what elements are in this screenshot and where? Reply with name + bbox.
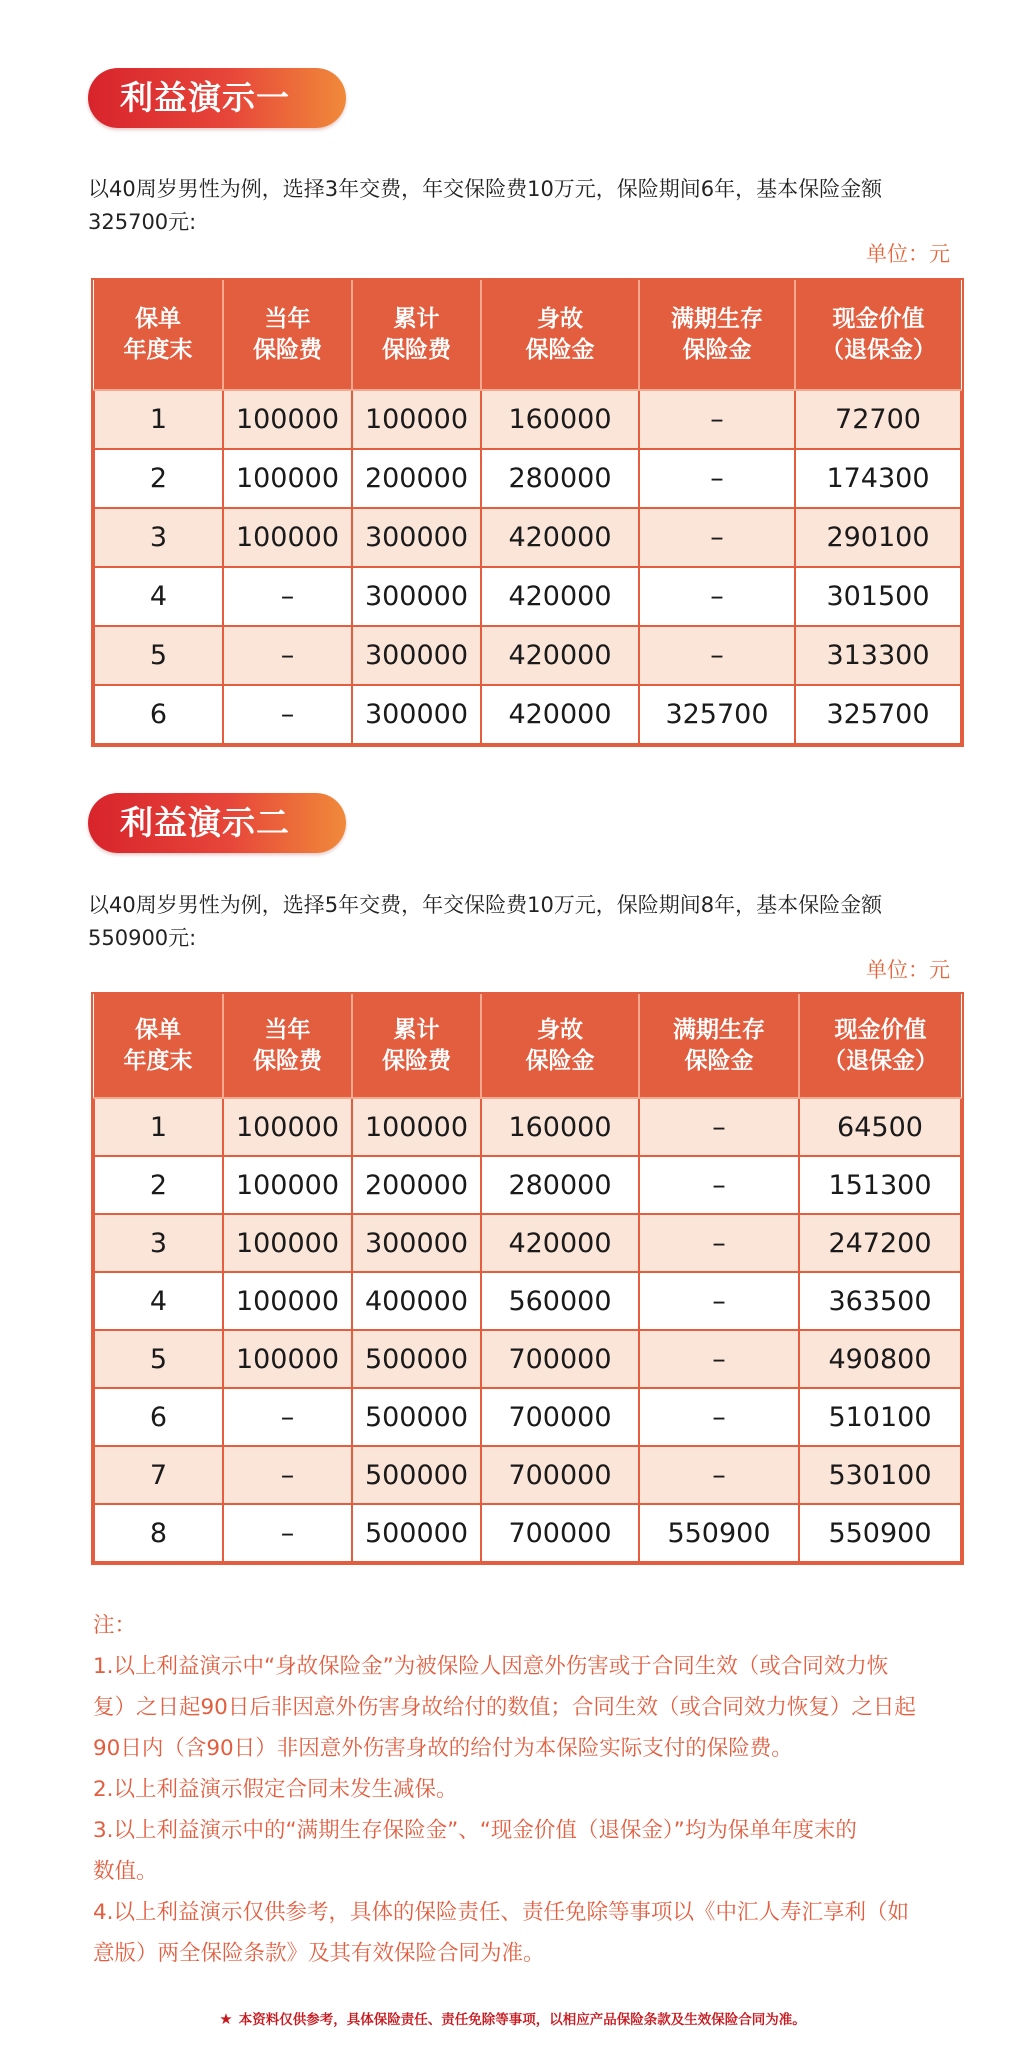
table-cell: 325700 xyxy=(639,685,795,744)
column-header-line: 保险金 xyxy=(684,1047,754,1074)
table-row xyxy=(94,508,961,567)
column-header xyxy=(481,994,639,1098)
table-cell: – xyxy=(223,1446,352,1504)
table-cell: 100000 xyxy=(223,1272,352,1330)
table-cell: – xyxy=(639,1214,799,1272)
table-cell: 325700 xyxy=(795,685,961,744)
table-cell: 420000 xyxy=(481,508,639,567)
section-intro xyxy=(88,889,968,955)
table-row xyxy=(94,1214,961,1272)
table-cell: 100000 xyxy=(223,449,352,508)
column-header-line: 累计 xyxy=(393,1016,440,1043)
notes xyxy=(93,1605,973,1974)
column-header-line: 现金价值 xyxy=(832,305,925,332)
table-cell: – xyxy=(223,1388,352,1446)
table-cell: 6 xyxy=(94,685,223,744)
column-header-line: 满期生存 xyxy=(673,1016,765,1043)
table-cell: 200000 xyxy=(352,449,481,508)
table-row xyxy=(94,390,961,449)
section-title: 利益演示二 xyxy=(120,803,290,842)
table-cell: 160000 xyxy=(481,1098,639,1156)
table-cell: 560000 xyxy=(481,1272,639,1330)
section-title: 利益演示一 xyxy=(120,78,290,117)
column-header xyxy=(639,280,795,390)
column-header xyxy=(223,994,352,1098)
table-cell: – xyxy=(223,567,352,626)
table-cell: 530100 xyxy=(799,1446,961,1504)
table-cell: 700000 xyxy=(481,1388,639,1446)
table-cell: – xyxy=(639,1272,799,1330)
table-cell: 300000 xyxy=(352,567,481,626)
table-cell: 1 xyxy=(94,390,223,449)
table-cell: 290100 xyxy=(795,508,961,567)
table-cell: – xyxy=(639,1156,799,1214)
table-cell: 64500 xyxy=(799,1098,961,1156)
table-cell: 313300 xyxy=(795,626,961,685)
table-cell: 5 xyxy=(94,1330,223,1388)
table-cell: 300000 xyxy=(352,685,481,744)
table-cell: 160000 xyxy=(481,390,639,449)
column-header-line: 保险金 xyxy=(525,336,595,363)
column-header-line: 保单 xyxy=(135,1016,181,1043)
table-row xyxy=(94,1446,961,1504)
column-header-line: 当年 xyxy=(264,1016,311,1043)
table-cell: 500000 xyxy=(352,1504,481,1562)
table-cell: 700000 xyxy=(481,1446,639,1504)
column-header-line: 保险费 xyxy=(382,1047,451,1074)
table-row xyxy=(94,1272,961,1330)
table-cell: – xyxy=(223,1504,352,1562)
table-cell: 363500 xyxy=(799,1272,961,1330)
section-title-pill xyxy=(88,68,346,128)
table-cell: 3 xyxy=(94,1214,223,1272)
table-cell: 72700 xyxy=(795,390,961,449)
table-row xyxy=(94,1098,961,1156)
column-header-line: 保单 xyxy=(135,305,181,332)
column-header-line: 保险费 xyxy=(382,336,451,363)
column-header xyxy=(795,280,961,390)
benefit-table xyxy=(93,994,962,1563)
table-cell: – xyxy=(639,508,795,567)
table-cell: 420000 xyxy=(481,567,639,626)
table-header-row xyxy=(94,280,961,390)
table-cell: 510100 xyxy=(799,1388,961,1446)
column-header-line: 保险金 xyxy=(682,336,752,363)
column-header-line: 身故 xyxy=(537,1016,583,1043)
column-header-line: （退保金） xyxy=(823,1047,938,1074)
column-header xyxy=(94,994,223,1098)
unit-label: 单位：元 xyxy=(866,958,950,982)
note-line: 2.以上利益演示假定合同未发生减保。 xyxy=(93,1777,458,1802)
section-title-pill xyxy=(88,793,346,853)
table-cell: 174300 xyxy=(795,449,961,508)
column-header-line: 累计 xyxy=(393,305,440,332)
column-header xyxy=(223,280,352,390)
table-row xyxy=(94,1330,961,1388)
table-cell: 100000 xyxy=(223,390,352,449)
table-cell: 700000 xyxy=(481,1330,639,1388)
table-cell: 550900 xyxy=(639,1504,799,1562)
column-header-line: 保险费 xyxy=(253,336,322,363)
section-intro xyxy=(88,173,968,239)
table-cell: 300000 xyxy=(352,626,481,685)
table-cell: 301500 xyxy=(795,567,961,626)
intro-line: 325700元: xyxy=(88,210,197,234)
column-header xyxy=(799,994,961,1098)
table-cell: 100000 xyxy=(223,1330,352,1388)
column-header-line: 当年 xyxy=(264,305,311,332)
table-cell: 8 xyxy=(94,1504,223,1562)
note-line: 1.以上利益演示中“身故保险金”为被保险人因意外伤害或于合同生效（或合同效力恢 xyxy=(93,1654,889,1679)
column-header xyxy=(352,994,481,1098)
table-cell: – xyxy=(639,449,795,508)
intro-line: 550900元: xyxy=(88,926,197,950)
notes-heading: 注： xyxy=(93,1613,137,1638)
table-cell: 4 xyxy=(94,1272,223,1330)
table-cell: 400000 xyxy=(352,1272,481,1330)
table-cell: – xyxy=(639,1446,799,1504)
disclaimer-footer xyxy=(0,2008,1025,2028)
table-cell: 1 xyxy=(94,1098,223,1156)
table-cell: 3 xyxy=(94,508,223,567)
table-cell: 200000 xyxy=(352,1156,481,1214)
column-header xyxy=(352,280,481,390)
note-line: 意版）两全保险条款》及其有效保险合同为准。 xyxy=(93,1941,545,1966)
table-row xyxy=(94,626,961,685)
column-header-line: 身故 xyxy=(537,305,583,332)
table-row xyxy=(94,1504,961,1562)
table-cell: 500000 xyxy=(352,1330,481,1388)
table-cell: 500000 xyxy=(352,1446,481,1504)
table-cell: 100000 xyxy=(352,390,481,449)
intro-line: 以40周岁男性为例，选择3年交费，年交保险费10万元，保险期间6年，基本保险金额 xyxy=(88,177,883,201)
table-cell: 5 xyxy=(94,626,223,685)
column-header xyxy=(94,280,223,390)
table-cell: – xyxy=(639,1388,799,1446)
table-cell: 2 xyxy=(94,1156,223,1214)
table-cell: 100000 xyxy=(352,1098,481,1156)
table-cell: 151300 xyxy=(799,1156,961,1214)
column-header xyxy=(481,280,639,390)
table-cell: – xyxy=(639,1098,799,1156)
table-header-row xyxy=(94,994,961,1098)
table-cell: – xyxy=(639,626,795,685)
column-header-line: 现金价值 xyxy=(834,1016,927,1043)
column-header-line: 保险费 xyxy=(253,1047,322,1074)
note-line: 复）之日起90日后非因意外伤害身故给付的数值；合同生效（或合同效力恢复）之日起 xyxy=(93,1695,916,1720)
note-line: 90日内（含90日）非因意外伤害身故的给付为本保险实际支付的保险费。 xyxy=(93,1736,793,1761)
table-row xyxy=(94,567,961,626)
table-cell: – xyxy=(639,1330,799,1388)
table-cell: 420000 xyxy=(481,685,639,744)
table-row xyxy=(94,1156,961,1214)
column-header-line: （退保金） xyxy=(821,336,936,363)
disclaimer-text: 本资料仅供参考，具体保险责任、责任免除等事项，以相应产品保险条款及生效保险合同为准。 xyxy=(238,2012,806,2028)
note-line: 数值。 xyxy=(93,1859,158,1884)
table-cell: 490800 xyxy=(799,1330,961,1388)
column-header-line: 年度末 xyxy=(123,336,193,363)
table-cell: – xyxy=(639,567,795,626)
table-cell: 100000 xyxy=(223,508,352,567)
table-cell: 247200 xyxy=(799,1214,961,1272)
table-cell: 420000 xyxy=(481,1214,639,1272)
unit-label: 单位：元 xyxy=(866,242,950,266)
note-line: 4.以上利益演示仅供参考，具体的保险责任、责任免除等事项以《中汇人寿汇享利（如 xyxy=(93,1900,910,1925)
table-cell: – xyxy=(223,685,352,744)
intro-line: 以40周岁男性为例，选择5年交费，年交保险费10万元，保险期间8年，基本保险金额 xyxy=(88,893,883,917)
note-line: 3.以上利益演示中的“满期生存保险金”、“现金价值（退保金）”均为保单年度末的 xyxy=(93,1818,857,1843)
table-cell: 100000 xyxy=(223,1098,352,1156)
table-cell: 2 xyxy=(94,449,223,508)
column-header xyxy=(639,994,799,1098)
table-cell: 500000 xyxy=(352,1388,481,1446)
table-cell: 700000 xyxy=(481,1504,639,1562)
table-cell: 4 xyxy=(94,567,223,626)
column-header-line: 年度末 xyxy=(123,1047,193,1074)
table-cell: 100000 xyxy=(223,1214,352,1272)
table-cell: 100000 xyxy=(223,1156,352,1214)
column-header-line: 满期生存 xyxy=(671,305,763,332)
column-header-line: 保险金 xyxy=(525,1047,595,1074)
benefit-table xyxy=(93,280,962,745)
table-cell: 7 xyxy=(94,1446,223,1504)
table-cell: 420000 xyxy=(481,626,639,685)
table-cell: – xyxy=(223,626,352,685)
table-cell: 280000 xyxy=(481,449,639,508)
table-cell: 550900 xyxy=(799,1504,961,1562)
table-cell: 6 xyxy=(94,1388,223,1446)
table-cell: 300000 xyxy=(352,508,481,567)
table-row xyxy=(94,449,961,508)
table-row xyxy=(94,1388,961,1446)
table-cell: 300000 xyxy=(352,1214,481,1272)
table-row xyxy=(94,685,961,744)
table-cell: – xyxy=(639,390,795,449)
star-icon: ★ xyxy=(219,2010,233,2028)
table-cell: 280000 xyxy=(481,1156,639,1214)
